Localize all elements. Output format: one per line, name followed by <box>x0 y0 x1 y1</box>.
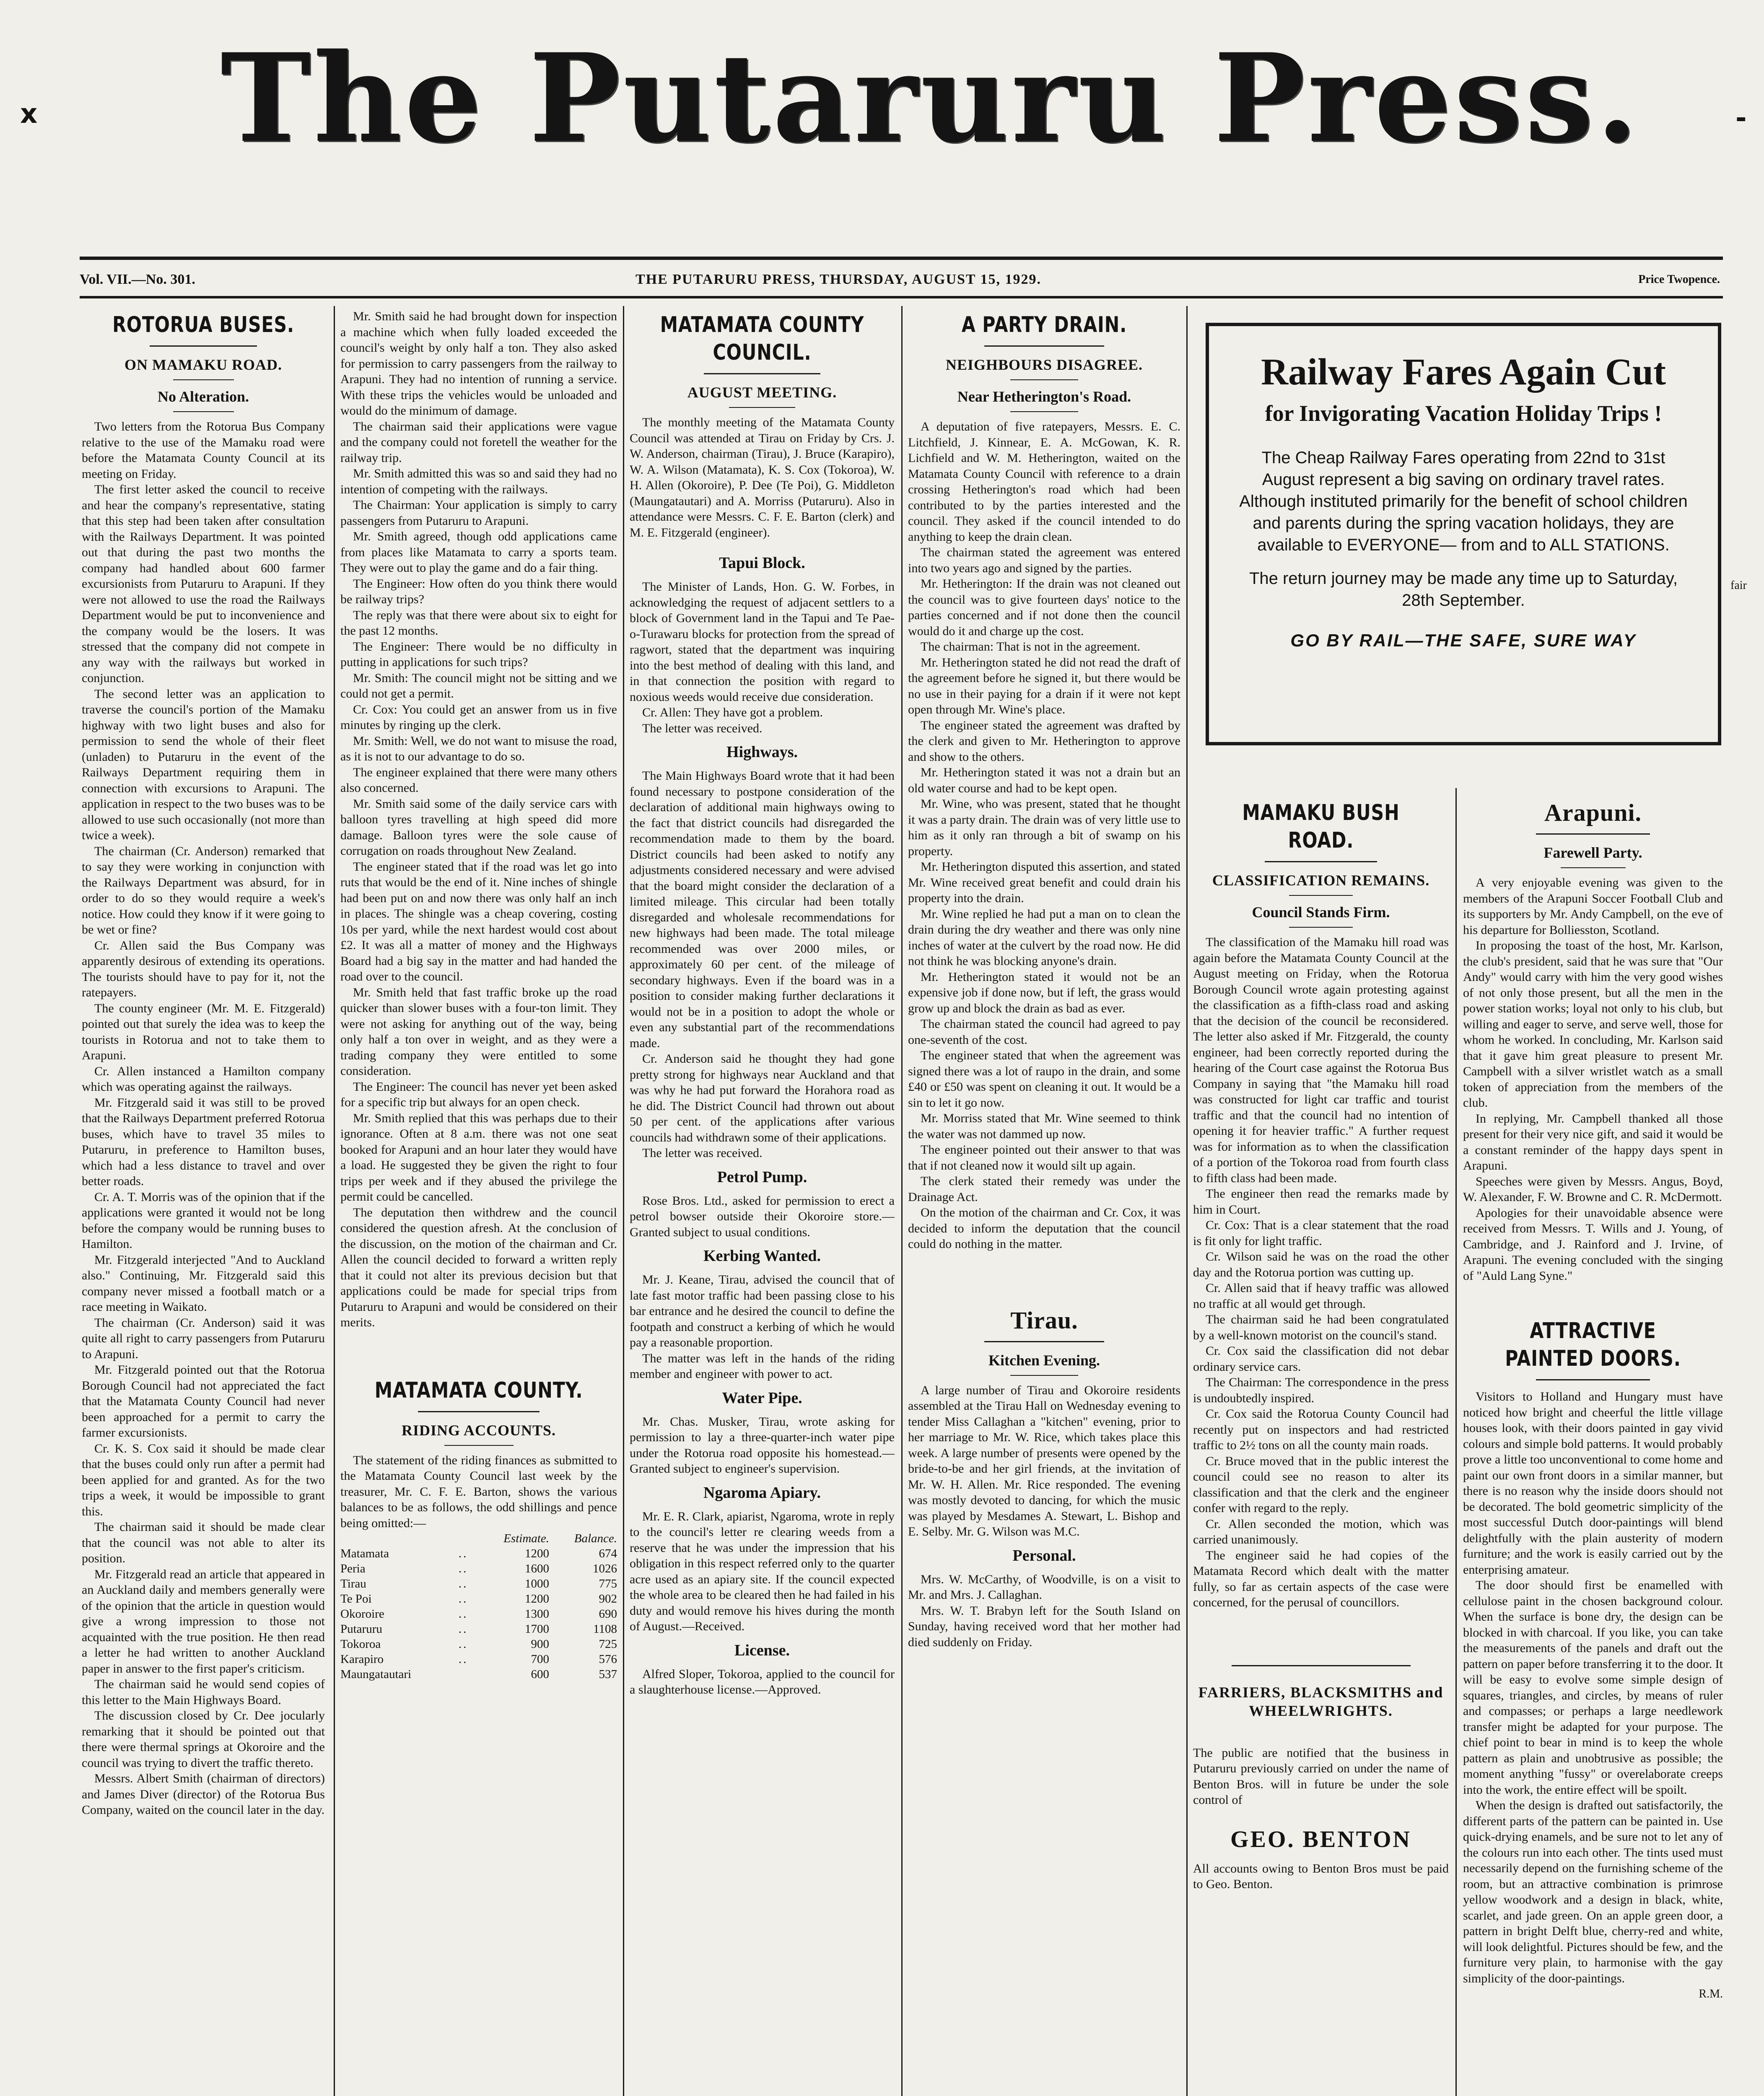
article-paragraph: Cr. Cox said the classification did not debar ordinary service cars. <box>1193 1344 1449 1374</box>
estimate-value: 1700 <box>524 1622 549 1636</box>
heading-rule <box>1010 1375 1079 1376</box>
balance-value: 690 <box>599 1607 617 1621</box>
rotorua-subheading-2: No Alteration. <box>158 388 249 405</box>
notice-name: GEO. BENTON <box>1230 1826 1411 1852</box>
masthead-title: The Putaruru Press. <box>220 27 1641 170</box>
arapuni-subheading: Farewell Party. <box>1544 844 1642 861</box>
author-signature: R.M. <box>1699 1987 1723 2000</box>
article-paragraph: Mr. E. R. Clark, apiarist, Ngaroma, wrote in reply to the council's letter re clearing weeds from a reserve that he was under the impression that his obligation in this respect referred only to the quarter acre used as an apiary site. If the council expected the whole area to be cleared then he had failed in his duty and would remove his hives during the month of August.—Received. <box>630 1509 895 1633</box>
column-header-balance: Balance. <box>574 1532 617 1545</box>
riding-name: Okoroire <box>340 1607 384 1621</box>
article-paragraph: The engineer explained that there were many others also concerned. <box>340 765 617 795</box>
heading-rule <box>1265 861 1377 862</box>
article-paragraph: Mr. J. Keane, Tirau, advised the council that of late fast motor traffic had been passing close to his bar entrance and he desired the council to define the footpath and construct a kerbing of which he would pay a reasonable proportion. <box>630 1273 895 1349</box>
article-paragraph: In proposing the toast of the host, Mr. Karlson, the club's president, said that he was sure that "Our Andy" would carry with him the very good wishes of not only those present, but all the men in the power station works; loyal not only to his club, but willing and eager to serve, and serve well, those for whom he worked. In concluding, Mr. Karlson said that it gave him great pleasure to present Mr. Campbell with a silver wristlet watch as a small token of appreciation from the members of the club. <box>1463 939 1723 1110</box>
article-paragraph: The first letter asked the council to receive and hear the company's representative, stating that this step had been taken after consultation with the Railways Department. It was pointed out that during the past two months the company had handled about 600 farmer excursionists from Putaruru to Arapuni. If they were not allowed to use the road the Railways Department would be put to inconvenience and the company would be the losers. It was stressed that the company did not compete in any way with the railways but worked in conjunction. <box>82 482 325 685</box>
table-row <box>340 1637 617 1652</box>
column-divider <box>1455 788 1457 2096</box>
article-paragraph: Mr. Smith agreed, though odd applications came from places like Matamata to carry a sports team. They were out to play the game and do a fair thing. <box>340 529 617 575</box>
riding-name: Peria <box>340 1562 366 1575</box>
railway-fares-advert <box>1206 323 1721 745</box>
article-paragraph: The discussion closed by Cr. Dee jocularly remarking that it should be pointed out that there were thermal springs at Okoroire and the council was trying to divert the traffic thereto. <box>82 1709 325 1770</box>
table-row <box>340 1546 617 1561</box>
mamaku-heading: MAMAKU BUSH ROAD. <box>1242 800 1400 853</box>
advert-headline: Railway Fares Again Cut <box>1261 351 1666 393</box>
column-5 <box>1193 796 1449 2096</box>
article-paragraph: Messrs. Albert Smith (chairman of directors) and James Diver (director) of the Rotorua Bus Company, waited on the council later in the day. <box>82 1772 325 1817</box>
heading-rule <box>150 345 257 347</box>
doors-heading: ATTRACTIVE PAINTED DOORS. <box>1505 1318 1681 1371</box>
column-6 <box>1463 796 1723 2096</box>
leader-dots: .. <box>458 1652 468 1666</box>
section-heading-petrol: Petrol Pump. <box>717 1168 807 1186</box>
article-paragraph: Mr. Smith replied that this was perhaps due to their ignorance. Often at 8 a.m. there was not one seat booked for Arapuni and an hour later they would have a load. He suggested they be given the right to four trips per week and if they abused the privilege the permit could be cancelled. <box>340 1111 617 1204</box>
tirau-heading: Tirau. <box>1010 1306 1078 1334</box>
mamaku-subheading-2: Council Stands Firm. <box>1252 904 1390 921</box>
article-paragraph: The county engineer (Mr. M. E. Fitzgerald) pointed out that surely the idea was to keep the tourists in Rotorua and not to take them to Arapuni. <box>82 1001 325 1062</box>
article-paragraph: Cr. Allen: They have got a problem. <box>642 706 823 719</box>
article-paragraph: Two letters from the Rotorua Bus Company relative to the use of the Mamaku road were before the Matamata County Council at its meeting on Friday. <box>82 420 325 481</box>
estimate-value: 600 <box>531 1668 549 1681</box>
article-paragraph: Mr. Hetherington: If the drain was not cleaned out the council was to give fourteen days' notice to the parties concerned and if not done then the council would do it and charge up the cost. <box>908 577 1180 638</box>
article-paragraph: The Engineer: The council has never yet been asked for a specific trip but always for an open check. <box>340 1079 617 1109</box>
riding-name: Tirau <box>340 1577 366 1590</box>
riding-name: Matamata <box>340 1547 389 1560</box>
arapuni-heading: Arapuni. <box>1544 799 1642 826</box>
section-heading-apiary: Ngaroma Apiary. <box>703 1484 821 1502</box>
estimate-value: 1200 <box>524 1592 549 1606</box>
article-paragraph: The letter was received. <box>642 1146 763 1160</box>
article-paragraph: The Engineer: There would be no difficulty in putting in applications for such trips? <box>340 639 617 669</box>
article-paragraph: Cr. Allen instanced a Hamilton company which was operating against the railways. <box>82 1064 325 1094</box>
heading-rule <box>418 1411 540 1412</box>
article-paragraph: The chairman said it should be made clear that the council was not able to alter its position. <box>82 1520 325 1565</box>
column-divider <box>901 306 903 2096</box>
section-heading-water: Water Pipe. <box>722 1389 802 1407</box>
article-paragraph: Cr. Bruce moved that in the public interest the council could see no reason to alter its classification and that the clerk and the engineer confer with regard to the reply. <box>1193 1454 1449 1515</box>
article-paragraph: Rose Bros. Ltd., asked for permission to erect a petrol bowser outside their Okoroire store.—Granted subject to usual conditions. <box>630 1193 895 1239</box>
article-paragraph: Mr. Smith: Well, we do not want to misuse the road, as it is not to our advantage to do so. <box>340 734 617 763</box>
riding-name: Karapiro <box>340 1652 384 1666</box>
article-paragraph: Cr. Cox said the Rotorua County Council had recently put on inspectors and had restricted traffic to 2½ tons on all the county main roads. <box>1193 1407 1449 1452</box>
column-1 <box>82 309 325 2096</box>
article-paragraph: Cr. Wilson said he was on the road the other day and the Rotorua portion was cutting up. <box>1193 1250 1449 1279</box>
heading-rule <box>1010 411 1079 412</box>
article-paragraph: The statement of the riding finances as submitted to the Matamata County Council last week by the treasurer, Mr. C. F. E. Barton, shows the various balances to be as follows, the odd shillings and pence being omitted:— <box>340 1453 617 1530</box>
article-paragraph: Mr. Fitzgerald interjected "And to Auckland also." Continuing, Mr. Fitzgerald said this company never missed a football match or a race meeting in Waikato. <box>82 1253 325 1314</box>
article-paragraph: Mrs. W. McCarthy, of Woodville, is on a visit to Mr. and Mrs. J. Callaghan. <box>908 1572 1180 1602</box>
article-paragraph: Alfred Sloper, Tokoroa, applied to the council for a slaughterhouse license.—Approved. <box>630 1667 895 1697</box>
heading-rule <box>1536 833 1650 835</box>
council-subheading: AUGUST MEETING. <box>687 384 837 401</box>
article-paragraph: Mr. Wine, who was present, stated that he thought it was a party drain. The drain was of very little use to him as it only ran through a bit of swamp on his property. <box>908 797 1180 858</box>
article-paragraph: Mr. Hetherington stated it was not a drain but an old water course and had to be kept open. <box>908 765 1180 795</box>
article-paragraph: Cr. K. S. Cox said it should be made clear that the buses could only run after a permit had been applied for and granted. As for the two trips a week, it would be impossible to grant this. <box>82 1441 325 1518</box>
table-row <box>340 1606 617 1621</box>
article-paragraph: The chairman said he had been congratulated by a well-known motorist on the council's stand. <box>1193 1313 1449 1342</box>
article-paragraph: Cr. Allen seconded the motion, which was carried unanimously. <box>1193 1517 1449 1546</box>
balance-value: 674 <box>599 1547 617 1560</box>
balance-value: 1026 <box>593 1562 617 1575</box>
article-paragraph: The chairman said he would send copies of this letter to the Main Highways Board. <box>82 1677 325 1707</box>
column-divider <box>623 306 624 2096</box>
margin-note: fair <box>1730 579 1747 592</box>
notice-footer: All accounts owing to Benton Bros must be paid to Geo. Benton. <box>1193 1861 1449 1891</box>
heading-rule <box>984 345 1104 347</box>
price: Price Twopence. <box>1638 273 1720 286</box>
column-divider <box>1186 306 1188 2096</box>
article-paragraph: Mr. Wine replied he had put a man on to clean the drain during the dry weather and there was only nine inches of water at the culvert by the road now. He did not think he was blocking anyone's drain. <box>908 907 1180 968</box>
article-paragraph: The engineer stated that when the agreement was signed there was a lot of raupo in the drain, and some £40 or £50 was spent on cleaning it out. It would be a sin to let it go now. <box>908 1048 1180 1110</box>
article-paragraph: The Chairman: Your application is simply to carry passengers from Putaruru to Arapuni. <box>340 498 617 528</box>
council-heading: MATAMATA COUNTY COUNCIL. <box>660 312 864 365</box>
article-paragraph: Mr. Smith said he had brought down for inspection a machine which when fully loaded exceeded the council's weight by only half a ton. They also asked for permission to carry passengers from the railway to Arapuni. They had no intention of running a service. With these trips the vehicles would be unloaded and would do the minimum of damage. <box>340 309 617 418</box>
table-row <box>340 1652 617 1667</box>
heading-rule <box>173 379 234 380</box>
riding-subheading: RIDING ACCOUNTS. <box>401 1422 556 1439</box>
heading-rule <box>1289 927 1353 928</box>
advert-subhead: for Invigorating Vacation Holiday Trips ! <box>1265 401 1662 426</box>
estimate-value: 1600 <box>524 1562 549 1575</box>
article-paragraph: The Minister of Lands, Hon. G. W. Forbes, in acknowledging the request of adjacent settlers to a block of Government land in the Tapui and Te Pae-o-Turawaru blocks for protection from the spread of ragwort, stated that the department was inquiring into the best method of dealing with this land, and in that connection the position with regard to noxious weeds would receive due consideration. <box>630 580 895 704</box>
table-row <box>340 1621 617 1637</box>
leader-dots: .. <box>458 1577 468 1590</box>
article-paragraph: The engineer said he had copies of the Matamata Record which dealt with the matter fully, so far as certain aspects of the case were concerned, for the perusal of councillors. <box>1193 1548 1449 1609</box>
article-paragraph: Mr. Smith admitted this was so and said they had no intention of competing with the railways. <box>340 467 617 496</box>
article-paragraph: Mr. Hetherington disputed this assertion, and stated Mr. Wine received great benefit and could drain his property into the drain. <box>908 860 1180 905</box>
article-paragraph: When the design is drafted out satisfactorily, the different parts of the pattern can be painted in. Use quick-drying enamels, and be sure not to let any of the colours run into each other. The tints used must necessarily depend on the furnishing scheme of the room, but an attractive combination is primrose yellow woodwork and a design in black, white, scarlet, and jade green. On an apple green door, a pattern in bright Delft blue, cherry-red and white, will look delightful. Pictures should be few, and the furniture very plain, to harmonise with the gay simplicity of the door-paintings. <box>1463 1798 1723 1985</box>
section-heading-kerbing: Kerbing Wanted. <box>703 1247 821 1265</box>
estimate-value: 700 <box>531 1652 549 1666</box>
table-row <box>340 1576 617 1591</box>
article-paragraph: Mr. Fitzgerald read an article that appeared in an Auckland daily and members generally were of the opinion that the article in question would give a wrong impression to those not acquainted with the true position. He then read a letter he had written to another Auckland paper in answer to the first paper's criticism. <box>82 1567 325 1676</box>
table-row <box>340 1591 617 1606</box>
article-paragraph: The engineer then read the remarks made by him in Court. <box>1193 1187 1449 1217</box>
estimate-value: 900 <box>531 1637 549 1651</box>
advert-body: The Cheap Railway Fares operating from 22nd to 31st August represent a big saving on ordinary travel rates. Although instituted primarily for the benefit of school children and parents during the spring vacation holidays, they are available to EVERYONE— from and to ALL STATIONS. <box>1239 449 1688 554</box>
article-paragraph: The Main Highways Board wrote that it had been found necessary to postpone consideration of the declaration of additional main highways owing to the fact that district councils had disregarded the recommendation made to them by the board. District councils had been asked to notify any adjustments considered necessary and were advised that the board might consider the declaration of a limited mileage. This circular had been totally disregarded and wholesale recommendations for new highways had been made. The total mileage recommended was over 2000 miles, or approximately 60 per cent. of the mileage of secondary highways. Even if the board was in a position to consider making further declarations it would not be in a position to adopt the whole or even any substantial part of the recommendations made. <box>630 769 895 1050</box>
article-paragraph: Cr. Allen said the Bus Company was apparently desirous of extending its operations. The tourists should have to pay for it, not the ratepayers. <box>82 938 325 999</box>
heading-rule <box>729 407 795 408</box>
riding-heading: MATAMATA COUNTY. <box>374 1377 583 1403</box>
article-paragraph: The reply was that there were about six to eight for the past 12 months. <box>340 608 617 638</box>
leader-dots: .. <box>458 1622 468 1636</box>
article-paragraph: Speeches were given by Messrs. Angus, Boyd, W. Alexander, F. W. Browne and C. R. McDermott. <box>1463 1174 1723 1204</box>
dateline-rule <box>80 296 1723 298</box>
balance-value: 775 <box>599 1577 617 1590</box>
article-paragraph: The engineer stated the agreement was drafted by the clerk and given to Mr. Hetherington to approve and show to the others. <box>908 718 1180 764</box>
article-paragraph: A deputation of five ratepayers, Messrs. E. C. Litchfield, J. Kinnear, E. A. McGowan, K. R. Lichfield and W. M. Hetherington, waited on the Matamata County Council with reference to a drain crossing Hetherington's road which had been contributed to by the parties interested and the council. They asked if the council intended to do anything to keep the drain clean. <box>908 420 1180 544</box>
heading-rule <box>704 373 820 374</box>
article-paragraph: The clerk stated their remedy was under the Drainage Act. <box>908 1174 1180 1204</box>
article-paragraph: The Engineer: How often do you think there would be railway trips? <box>340 576 617 606</box>
balance-value: 725 <box>599 1637 617 1651</box>
riding-accounts-table <box>340 1531 617 1682</box>
leader-dots: .. <box>458 1562 468 1575</box>
article-paragraph: The classification of the Mamaku hill road was again before the Matamata County Council at the August meeting on Friday, when the Rotorua Borough Council wrote again protesting against the classification as a fifth-class road and asking that the decision of the council be reconsidered. The letter also asked if Mr. Fitzgerald, the county engineer, had been correctly reported during the hearing of the Court case against the Rotorua Bus Company in saying that "the Mamaku hill road was constructed for light car traffic and tourist traffic and that the council had no intention of opening it for heavier traffic." A further request was for information as to when the classification of a portion of the Tokoroa road from fourth class to fifth class had been made. <box>1193 935 1449 1185</box>
estimate-value: 1000 <box>524 1577 549 1590</box>
article-paragraph: Visitors to Holland and Hungary must have noticed how bright and cheerful the little village houses look, with their doors painted in gay vivid colours and simple bold patterns. It would probably prove a little too unconventional to come home and paint our own front doors in a similar manner, but there is no reason why the inside doors should not be decorated. The bold geometric simplicity of the most successful Dutch door-paintings will blend delightfully with the plain austerity of modern furniture; and the work is easily carried out by the enterprising amateur. <box>1463 1390 1723 1577</box>
article-paragraph: The chairman (Cr. Anderson) said it was quite all right to carry passengers from Putaruru to Arapuni. <box>82 1315 325 1361</box>
balance-value: 537 <box>599 1668 617 1681</box>
article-paragraph: The letter was received. <box>642 721 763 735</box>
leader-dots: .. <box>458 1547 468 1560</box>
article-paragraph: Cr. Anderson said he thought they had gone pretty strong for highways near Auckland and that was why he had put forward the Horahora road as he did. The District Council had thrown out about 50 per cent. of the applications after various councils had withdrawn some of their applications. <box>630 1052 895 1144</box>
heading-rule <box>1561 867 1626 868</box>
article-paragraph: Cr. A. T. Morris was of the opinion that if the applications were granted it would not be long before the company would be running buses to Hamilton. <box>82 1190 325 1251</box>
section-heading-highways: Highways. <box>726 743 798 761</box>
article-paragraph: Cr. Cox: That is a clear statement that the road is fit only for light traffic. <box>1193 1218 1449 1248</box>
riding-name: Te Poi <box>340 1592 372 1606</box>
volume-number: Vol. VII.—No. 301. <box>80 272 195 287</box>
article-paragraph: Cr. Allen said that if heavy traffic was allowed no traffic at all would get through. <box>1193 1281 1449 1311</box>
article-paragraph: A large number of Tirau and Okoroire residents assembled at the Tirau Hall on Wednesday evening to tender Miss Callaghan a "kitchen" evening, prior to her marriage to Mr. W. Rice, which takes place this week. A large number of presents were opened by the bride-to-be and her girl friends, at the invitation of Mr. W. H. Allen. Mr. Rice responded. The evening was mostly devoted to dancing, for which the music was played by Mesdames A. Stewart, L. Bishop and E. Selby. Mr. G. Wilson was M.C. <box>908 1383 1180 1538</box>
dateline-title: THE PUTARURU PRESS, THURSDAY, AUGUST 15, 1929. <box>635 272 1041 287</box>
heading-rule <box>984 1341 1104 1342</box>
masthead-mark-right: - <box>1735 103 1747 134</box>
heading-rule <box>1536 1379 1650 1380</box>
article-paragraph: Mr. Morriss stated that Mr. Wine seemed to think the water was not dammed up now. <box>908 1111 1180 1141</box>
riding-name: Tokoroa <box>340 1637 381 1651</box>
article-paragraph: In replying, Mr. Campbell thanked all those present for their very nice gift, and said it would be a constant reminder of the happy days spent in Arapuni. <box>1463 1111 1723 1173</box>
top-rule <box>80 257 1723 260</box>
article-paragraph: The monthly meeting of the Matamata County Council was attended at Tirau on Friday by Crs. J. W. Anderson, chairman (Tirau), J. Bruce (Karapiro), W. A. Wilson (Matamata), K. S. Cox (Tokoroa), W. H. Allen (Okoroire), P. Dee (Te Poi), G. Middleton (Maungatautari) and A. Morriss (Putaruru). Also in attendance were Messrs. C. F. E. Barton (clerk) and M. E. Fitzgerald (engineer). <box>630 415 895 540</box>
article-paragraph: Mr. Smith: The council might not be sitting and we could not get a permit. <box>340 671 617 700</box>
advert-slogan: GO BY RAIL—THE SAFE, SURE WAY <box>1290 630 1637 650</box>
riding-name: Maungatautari <box>340 1668 412 1681</box>
heading-rule <box>444 1445 514 1446</box>
rotorua-heading: ROTORUA BUSES. <box>112 312 294 337</box>
balance-value: 576 <box>599 1652 617 1666</box>
masthead-mark-left: x <box>20 99 38 130</box>
notice-rule <box>1232 1665 1411 1666</box>
heading-rule <box>1289 895 1353 896</box>
column-3 <box>630 309 895 2096</box>
leader-dots: .. <box>458 1637 468 1651</box>
drain-heading: A PARTY DRAIN. <box>961 312 1127 337</box>
article-paragraph: The door should first be enamelled with cellulose paint in the chosen background colour. When the surface is bone dry, the design can be blocked in with charcoal. If you like, you can take the measurements of the panels and draft out the pattern on paper before transferring it to the door. It will be easy to evolve some simple design of squares, triangles, and circles, by means of ruler and compasses; or perhaps a large needlework transfer might be adapted for your purpose. The chief point to bear in mind is to keep the whole pattern as plain and unobtrusive as possible; the moment anything "fussy" or overelaborate creeps into the work, the entire effect will be spoilt. <box>1463 1578 1723 1797</box>
article-paragraph: The chairman (Cr. Anderson) remarked that to say they were working in conjunction with the Railways Department was absurd, for in order to do so they would require a week's notice. How could they know if it were going to be wet or fine? <box>82 844 325 936</box>
leader-dots: .. <box>458 1592 468 1606</box>
article-paragraph: Mr. Smith held that fast traffic broke up the road quicker than slower buses with a four-ton limit. They were not asking for anything out of the way, being only half a ton over in weight, and as they were a trading company they were entitled to some consideration. <box>340 985 617 1078</box>
mamaku-subheading: CLASSIFICATION REMAINS. <box>1212 872 1430 889</box>
section-heading-personal: Personal. <box>1012 1546 1076 1564</box>
article-paragraph: Mrs. W. T. Brabyn left for the South Island on Sunday, having received word that her mother had died suddenly on Friday. <box>908 1603 1180 1649</box>
table-row <box>340 1561 617 1576</box>
column-header-estimate: Estimate. <box>503 1532 549 1545</box>
riding-name: Putaruru <box>340 1622 382 1636</box>
column-divider <box>334 306 335 2096</box>
notice-title: FARRIERS, BLACKSMITHS and WHEELWRIGHTS. <box>1198 1684 1444 1719</box>
rotorua-subheading: ON MAMAKU ROAD. <box>125 356 282 373</box>
table-row <box>340 1667 617 1682</box>
article-paragraph: The chairman said their applications were vague and the company could not foretell the weather for the railway trip. <box>340 419 617 465</box>
column-4 <box>908 309 1180 2096</box>
article-paragraph: On the motion of the chairman and Cr. Cox, it was decided to inform the deputation that the council could do nothing in the matter. <box>908 1206 1180 1251</box>
tirau-subheading: Kitchen Evening. <box>988 1352 1100 1369</box>
article-paragraph: Mr. Hetherington stated he did not read the draft of the agreement before he signed it, but there would be no use in their paying for a drain if it were not kept open through Mr. Wine's place. <box>908 655 1180 716</box>
article-paragraph: The engineer pointed out their answer to that was that if not cleaned now it would silt up again. <box>908 1143 1180 1173</box>
estimate-value: 1200 <box>524 1547 549 1560</box>
balance-value: 902 <box>599 1592 617 1606</box>
article-paragraph: Cr. Cox: You could get an answer from us in five minutes by ringing up the clerk. <box>340 702 617 732</box>
leader-dots: .. <box>458 1607 468 1621</box>
balance-value: 1108 <box>593 1622 617 1636</box>
section-heading-tapui: Tapui Block. <box>719 554 805 572</box>
article-paragraph: The deputation then withdrew and the council considered the question afresh. At the conclusion of the discussion, on the motion of the chairman and Cr. Allen the council decided to forward a written reply that it could not alter its previous decision but that applications could be made for special trips from Putaruru to Arapuni and would be considered on their merits. <box>340 1205 617 1329</box>
section-heading-license: License. <box>734 1641 790 1659</box>
table-header-row <box>340 1531 617 1546</box>
advert-return-note: The return journey may be made any time up to Saturday, 28th September. <box>1249 569 1678 610</box>
notice-body: The public are notified that the business in Putaruru previously carried on under the name of Benton Bros. will in future be under the sole control of <box>1193 1746 1449 1807</box>
article-paragraph: The chairman stated the agreement was entered into two years ago and signed by the parties. <box>908 545 1180 575</box>
article-paragraph: The matter was left in the hands of the riding member and engineer with power to act. <box>630 1351 895 1381</box>
article-paragraph: Mr. Smith said some of the daily service cars with balloon tyres travelling at high speed did more damage. Balloon tyres were the sole cause of corrugation on roads throughout New Zealand. <box>340 796 617 858</box>
article-paragraph: The second letter was an application to traverse the council's portion of the Mamaku highway with two light buses and also for permission to send the whole of their fleet (unladen) to Putaruru in the event of the Railways Department requiring them in connection with excursions to Arapuni. The application in respect to the two buses was to be allowed to use such occasionally (not more than twice a week). <box>82 687 325 842</box>
article-paragraph: The Chairman: The correspondence in the press is undoubtedly inspired. <box>1193 1375 1449 1405</box>
article-paragraph: Mr. Chas. Musker, Tirau, wrote asking for permission to lay a three-quarter-inch water pipe under the Rotorua road opposite his homestead.—Granted subject to engineer's supervision. <box>630 1414 895 1476</box>
heading-rule <box>173 411 234 412</box>
column-2 <box>340 309 617 2096</box>
leader-dots <box>453 1667 477 1682</box>
drain-subheading: NEIGHBOURS DISAGREE. <box>945 356 1143 373</box>
article-paragraph: The chairman: That is not in the agreement. <box>921 640 1141 654</box>
article-paragraph: Apologies for their unavoidable absence were received from Messrs. T. Wills and J. Young, of Cambridge, and J. Rainford and J. Irvine, of Arapuni. The evening concluded with the singing of "Auld Lang Syne." <box>1463 1206 1723 1283</box>
estimate-value: 1300 <box>524 1607 549 1621</box>
article-paragraph: The chairman stated the council had agreed to pay one-seventh of the cost. <box>908 1017 1180 1047</box>
article-paragraph: A very enjoyable evening was given to the members of the Arapuni Soccer Football Club and its supporters by Mr. Andy Campbell, on the eve of his departure for Bolliesston, Scotland. <box>1463 876 1723 937</box>
article-paragraph: Mr. Fitzgerald said it was still to be proved that the Railways Department preferred Rotorua buses, which have to travel 35 miles to Putaruru, in preference to Hamilton buses, which had a less distance to travel and over better roads. <box>82 1095 325 1188</box>
heading-rule <box>1010 379 1079 380</box>
article-paragraph: Mr. Fitzgerald pointed out that the Rotorua Borough Council had not appreciated the fact that the Matamata County Council had never been approached for a permit to carry the farmer excursionists. <box>82 1363 325 1440</box>
article-paragraph: The engineer stated that if the road was let go into ruts that would be the end of it. Nine inches of shingle had been put on and now there was only half an inch in places. The shingle was a cheap covering, costing 10s per yard, while the next hardest would cost about £2. It was all a matter of money and the Highways Board had a big say in the matter and had handed the road over to the council. <box>340 859 617 983</box>
article-paragraph: Mr. Hetherington stated it would not be an expensive job if done now, but if left, the grass would grow up and block the drain as bad as ever. <box>908 970 1180 1015</box>
drain-subheading-2: Near Hetherington's Road. <box>957 388 1131 405</box>
